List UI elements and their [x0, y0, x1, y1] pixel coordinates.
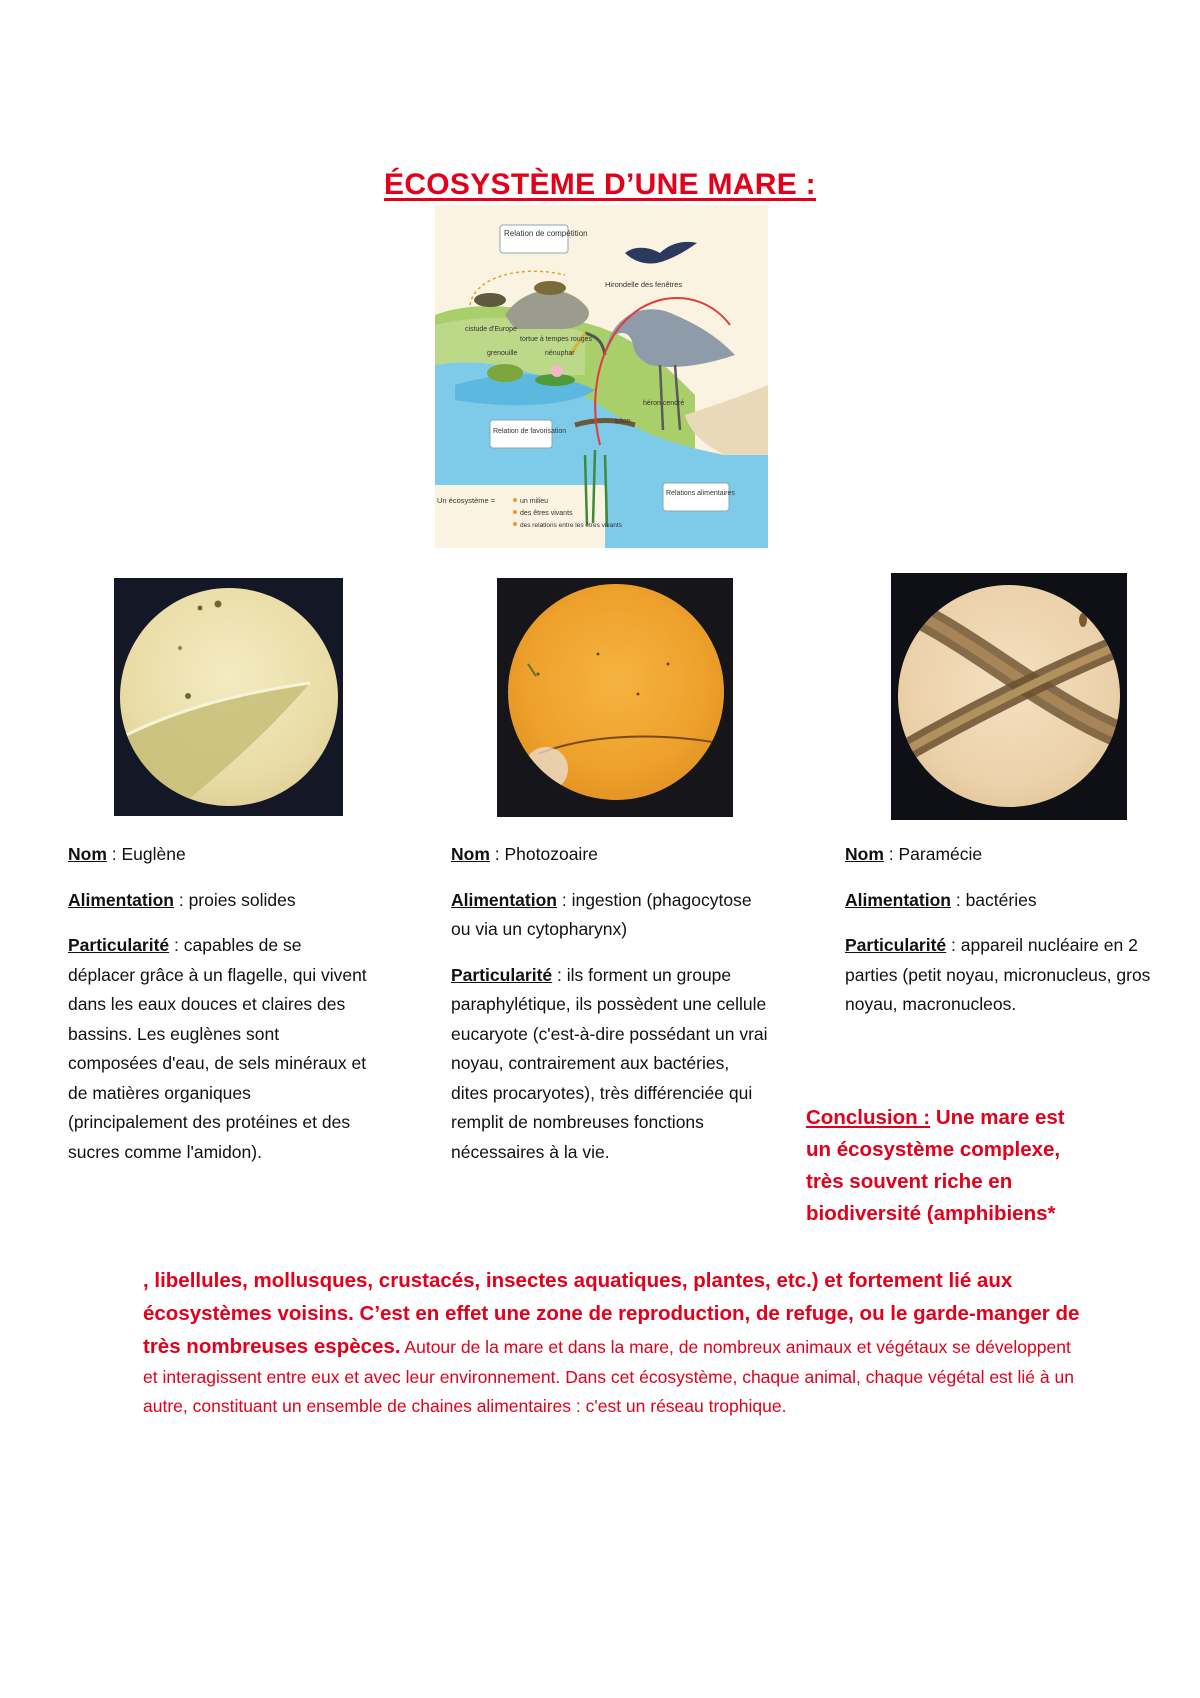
food-label: Alimentation [451, 889, 557, 910]
food-value: ingestion (phagocytose ou via un cytopharynx) [451, 889, 752, 939]
paramecie-specimen [898, 585, 1120, 807]
conclusion-text: Une mare est un écosystème complexe, très souvent riche en biodiversité (amphibiens* [806, 1106, 1065, 1225]
food-value: bactéries [965, 889, 1037, 910]
name-label: Nom [845, 844, 884, 864]
microscope-photo-euglene [114, 578, 343, 816]
diagram-legend-title: Un écosystème = [437, 496, 496, 505]
photozoaire-specimen [508, 584, 724, 800]
organism-food-row: Alimentation : proies solides [68, 889, 296, 910]
conclusion-continuation-bold: , libellules, mollusques, crustacés, insectes aquatiques, plantes, etc.) et fortement lié aux écosystèmes voisins. C’est en effet une zone de reproduction, de refuge, ou le garde-manger de très nombreuses espèces. [143, 1269, 1080, 1358]
diagram-label-triton: triton [615, 418, 631, 425]
organism-card-paramecie [845, 840, 1163, 1036]
organism-food-row: Alimentation : bactéries [845, 889, 1037, 910]
diagram-label-competition: Relation de compétition [504, 229, 588, 238]
food-label: Alimentation [68, 889, 174, 910]
diagram-label-frog: grenouille [487, 350, 518, 357]
microscope-photo-paramecie [891, 573, 1127, 820]
name-value: Photozoaire [504, 844, 598, 864]
diagram-label-heron: héron cendré [643, 400, 685, 407]
organism-card-euglene [68, 840, 373, 1183]
diagram-label-lily: nénuphar [545, 350, 575, 357]
conclusion-label: Conclusion : [806, 1106, 931, 1129]
diagram-legend-2: des êtres vivants [520, 510, 573, 517]
diagram-illustration [435, 205, 768, 548]
diagram-label-favorisation: Relation de favorisation [493, 428, 567, 435]
feature-value: capables de se déplacer grâce à un flagelle, qui vivent dans les eaux douces et claires des bassins. Les euglènes sont composées d'eau, de sels minéraux et de matières organiques (principalement des protéines et des sucres comme l'amidon). [68, 935, 367, 1162]
food-value: proies solides [188, 889, 296, 910]
feature-value: appareil nucléaire en 2 parties (petit noyau, micronucleus, gros noyau, macronucleos. [845, 935, 1151, 1014]
organism-name-row: Nom : Photozoaire [451, 844, 598, 864]
name-label: Nom [451, 844, 490, 864]
diagram-label-cistude: cistude d'Europe [465, 326, 517, 333]
conclusion-continuation [143, 1264, 1083, 1421]
organism-name-row: Nom : Euglène [68, 844, 186, 864]
food-label: Alimentation [845, 889, 951, 910]
name-label: Nom [68, 844, 107, 864]
organism-feature-row: Particularité : capables de se déplacer grâce à un flagelle, qui vivent dans les eaux douces et claires des bassins. Les euglènes sont composées d'eau, de sels minéraux et de matières organiques (principalement des protéines et des sucres comme l'amidon). [68, 935, 367, 1162]
diagram-legend-1: un milieu [520, 498, 549, 505]
diagram-label-alimentaires: Relations alimentaires [666, 490, 735, 497]
feature-value: ils forment un groupe paraphylétique, ils possèdent une cellule eucaryote (c'est-à-dire possédant un vrai noyau, contrairement aux bactéries, dites procaryotes), très différenciée qui remplit de nombreuses fonctions nécessaires à la vie. [451, 964, 768, 1162]
organism-feature-row: Particularité : ils forment un groupe paraphylétique, ils possèdent une cellule eucaryote (c'est-à-dire possédant un vrai noyau, contrairement aux bactéries, dites procaryotes), très différenciée qui remplit de nombreuses fonctions nécessaires à la vie. [451, 964, 768, 1162]
organism-food-row: Alimentation : ingestion (phagocytose ou via un cytopharynx) [451, 889, 752, 939]
conclusion-block [806, 1102, 1068, 1230]
euglene-specimen [120, 588, 338, 806]
feature-label: Particularité [68, 935, 170, 955]
conclusion-continuation-normal: Autour de la mare et dans la mare, de nombreux animaux et végétaux se développent et interagissent entre eux et avec leur environnement. Dans cet écosystème, chaque animal, chaque végétal est lié à un autre, constituant un ensemble de chaines alimentaires : c'est un réseau trophique. [143, 1337, 1074, 1416]
organism-feature-row: Particularité : appareil nucléaire en 2 parties (petit noyau, micronucleus, gros noyau, macronucleos. [845, 935, 1151, 1014]
diagram-label-swallow: Hirondelle des fenêtres [605, 280, 683, 289]
feature-label: Particularité [451, 964, 553, 985]
pond-ecosystem-diagram [435, 205, 768, 548]
organism-name-row: Nom : Paramécie [845, 844, 983, 864]
name-value: Paramécie [898, 844, 983, 864]
microscope-photo-photozoaire [497, 578, 733, 817]
organism-card-photozoaire [451, 840, 769, 1183]
feature-label: Particularité [845, 935, 947, 955]
page-title: ÉCOSYSTÈME D’UNE MARE : [384, 168, 816, 202]
diagram-label-turtle: tortue à tempes rouges [520, 336, 592, 343]
name-value: Euglène [121, 844, 186, 864]
diagram-legend-3: des relations entre les êtres vivants [520, 522, 622, 529]
